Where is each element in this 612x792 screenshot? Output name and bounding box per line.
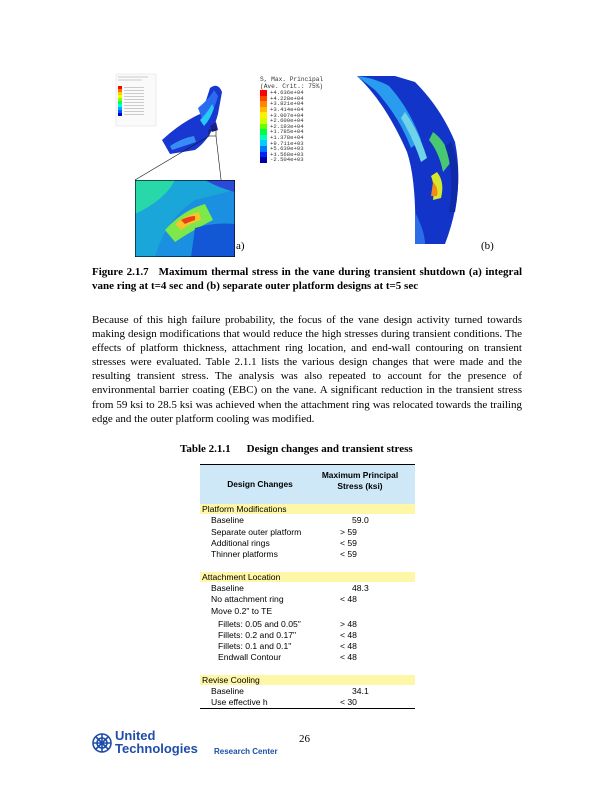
row-label: Use effective h [211, 697, 268, 707]
legend-value: +4.636e+04 [270, 89, 304, 97]
section-header-attachment [200, 572, 415, 582]
legend-value: +2.600e+04 [270, 117, 304, 125]
design-changes-table [200, 464, 415, 714]
legend-value: +2.193e+04 [270, 122, 304, 130]
row-value: < 59 [340, 549, 357, 559]
row-value: > 59 [340, 527, 357, 537]
legend-value: +3.414e+04 [270, 106, 304, 114]
row-value: < 48 [340, 641, 357, 651]
logo-text-technologies: Technologies [115, 741, 198, 756]
col-header-max-stress [305, 470, 415, 492]
row-value: 59.0 [352, 515, 369, 525]
row-label: Fillets: 0.05 and 0.05" [218, 619, 301, 629]
body-paragraph: Because of this high failure probability, the focus of the vane design activity turned towards making design modifications that would reduce the high stresses during transient conditions. The effects of platform thickness, attachment ring location, and end-wall contouring on transient stresses were evaluated. Table 2.1.1 lists the various design changes that were made and the resulting transient stress. The analysis was also repeated to account for the presence of environmental barrier coating (EBC) on the vane. A significant reduction in the transient stress from 59 ksi to 28.5 ksi was achieved when the attachment ring was relocated towards the trailing edge and the outer platform cooling was modified. [92, 314, 522, 425]
table-row [200, 697, 415, 708]
col-header-design-changes: Design Changes [227, 479, 293, 489]
table-number: Table 2.1.1 [180, 443, 231, 455]
legend-value: +3.007e+04 [270, 111, 304, 119]
table-header [200, 464, 415, 506]
table-row [200, 630, 415, 641]
legend-rows [260, 90, 355, 163]
table-title [180, 443, 413, 455]
table-row [200, 515, 415, 526]
table-row [200, 527, 415, 538]
legend-swatch [260, 157, 267, 163]
section-name: Revise Cooling [202, 675, 260, 685]
figure-caption-text: Maximum thermal stress in the vane during transient shutdown (a) integral vane ring at t=4 sec and (b) separate outer platform designs at t=5 sec [92, 266, 522, 292]
row-label: No attachment ring [211, 594, 284, 604]
col-header-max-stress-line1: Maximum Principal [321, 470, 399, 480]
figure-a-vane-ring [110, 68, 245, 188]
table-row [200, 652, 415, 663]
row-label: Additional rings [211, 538, 270, 548]
row-value: 48.3 [352, 583, 369, 593]
figure-caption [92, 265, 522, 293]
row-value: < 48 [340, 594, 357, 604]
row-value: < 30 [340, 697, 357, 707]
figure-b-label: (b) [481, 240, 494, 252]
col-header-max-stress-line2: Stress (ksi) [337, 481, 383, 491]
figure-a-inset-zoom [135, 180, 235, 257]
table-row [200, 641, 415, 652]
row-label: Separate outer platform [211, 527, 302, 537]
row-label: Baseline [211, 515, 244, 525]
legend-value: +4.228e+04 [270, 94, 304, 102]
legend-value: +1.785e+04 [270, 128, 304, 136]
section-name: Platform Modifications [202, 504, 287, 514]
section-header-cooling [200, 675, 415, 685]
section-name: Attachment Location [202, 572, 281, 582]
row-label: Thinner platforms [211, 549, 278, 559]
logo-text-united: United [115, 728, 156, 743]
row-label: Fillets: 0.1 and 0.1" [218, 641, 292, 651]
table-row [200, 594, 415, 605]
figure-b-legend [260, 76, 355, 172]
row-value: 34.1 [352, 686, 369, 696]
legend-entry [260, 157, 355, 163]
table-row [200, 619, 415, 630]
page-number: 26 [299, 733, 310, 745]
row-value: < 48 [340, 652, 357, 662]
figure-b-outer-platform-vane [355, 72, 480, 247]
row-value: < 59 [340, 538, 357, 548]
legend-value: +9.711e+03 [270, 139, 304, 147]
figure-a-label: a) [236, 240, 245, 252]
figure-a-legend [116, 74, 156, 126]
table-row [200, 583, 415, 594]
legend-title-line2: (Ave. Crit.: 75%) [260, 83, 324, 90]
row-label: Endwall Contour [218, 652, 282, 662]
table-row [200, 686, 415, 697]
legend-value: +1.568e+03 [270, 150, 304, 158]
figure-a-vane-shape [162, 86, 222, 154]
table-bottom-rule [200, 708, 415, 709]
row-label: Baseline [211, 686, 244, 696]
legend-value: -2.504e+03 [270, 156, 304, 164]
row-label: Move 0.2" to TE [211, 606, 273, 616]
section-header-platform [200, 504, 415, 514]
table-title-text: Design changes and transient stress [246, 443, 413, 455]
row-value: < 48 [340, 630, 357, 640]
legend-title-line1: S, Max. Principal [260, 76, 324, 83]
row-label: Baseline [211, 583, 244, 593]
table-top-rule [200, 464, 415, 465]
row-label: Fillets: 0.2 and 0.17" [218, 630, 297, 640]
legend-value: +5.639e+03 [270, 145, 304, 153]
legend-value: +1.378e+04 [270, 134, 304, 142]
table-row [200, 538, 415, 549]
logo-text-research-center: Research Center [214, 747, 278, 756]
legend-value: +3.821e+04 [270, 100, 304, 108]
table-row [200, 549, 415, 560]
row-value: > 48 [340, 619, 357, 629]
figure-caption-number: Figure 2.1.7 [92, 266, 149, 278]
table-row [200, 606, 415, 617]
